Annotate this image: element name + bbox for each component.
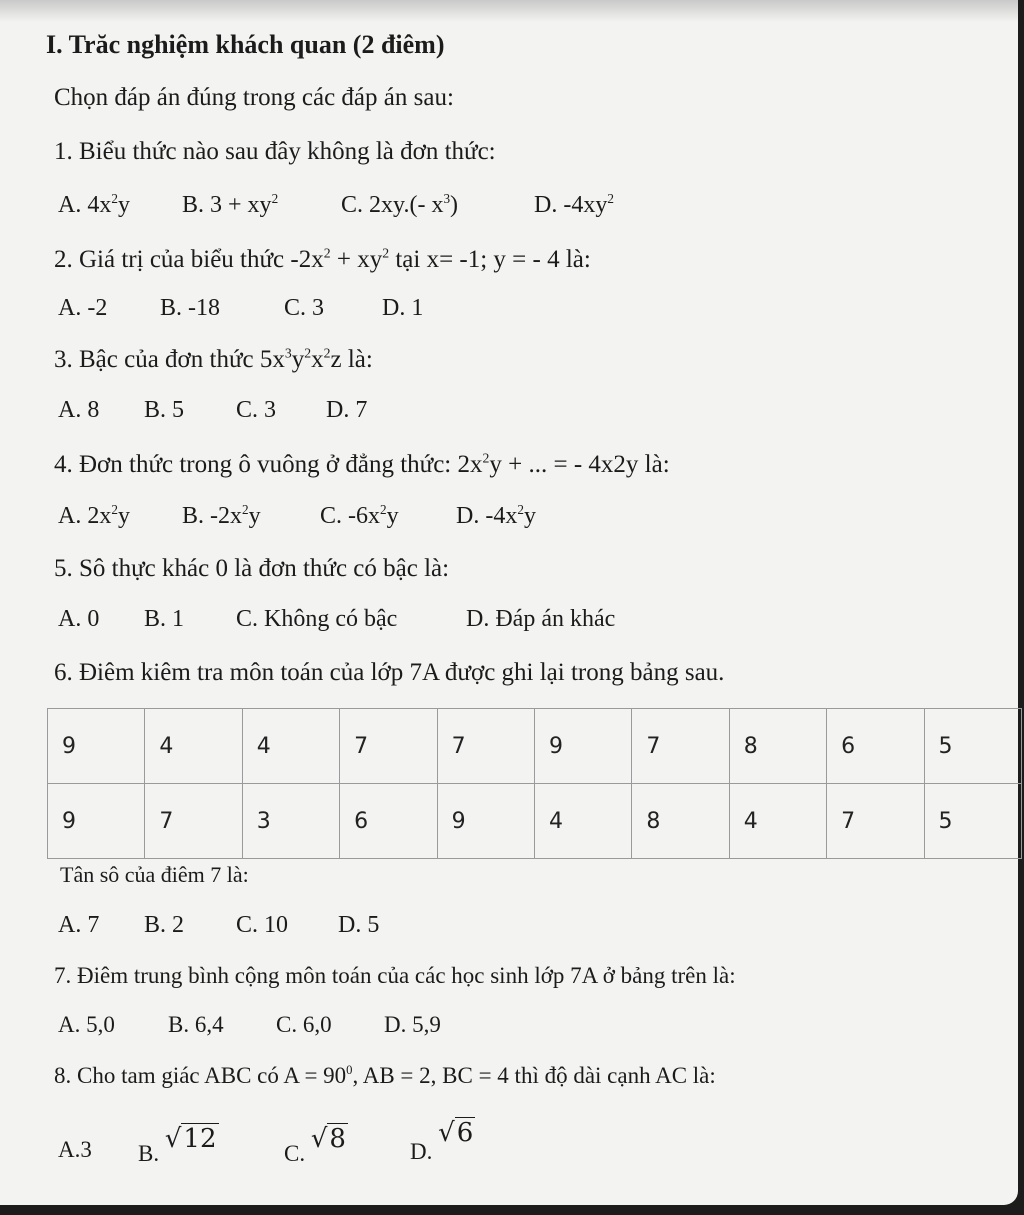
q8-option-c[interactable]	[284, 1124, 348, 1166]
instruction-text: Chọn đáp án đúng trong các đáp án sau:	[54, 84, 454, 111]
q4-c-exp: 2	[380, 501, 387, 517]
q3-exp2: 2	[304, 345, 312, 361]
q3-question-start: 3. Bậc của đơn thức 5x	[54, 346, 285, 373]
q4-d-exp: 2	[517, 501, 524, 517]
q7-option-c[interactable]: C. 6,0	[276, 1012, 332, 1037]
q8-c-label: C.	[284, 1141, 306, 1166]
q4-b-tail: y	[248, 503, 261, 529]
q3-option-c[interactable]: C. 3	[236, 397, 277, 423]
q6-sub-question: Tân sô của điêm 7 là:	[60, 862, 249, 887]
q4-c-value: -6x	[348, 503, 381, 529]
q4-b-label: B.	[182, 503, 205, 529]
q4-a-tail: y	[117, 503, 130, 529]
top-edge-shadow	[0, 0, 1018, 22]
q7-option-d[interactable]: D. 5,9	[384, 1012, 441, 1037]
q4-option-a[interactable]	[58, 503, 130, 530]
q8-d-label: D.	[410, 1139, 433, 1164]
q4-d-tail: y	[523, 503, 536, 529]
q6-option-c[interactable]: C. 10	[236, 912, 289, 938]
q4-question-start: 4. Đơn thức trong ô vuông ở đẳng thức: 2x	[54, 451, 483, 478]
q2-question-mid: + xy	[330, 246, 383, 273]
table-cell: 3	[242, 784, 339, 859]
q1-a-exp: 2	[111, 190, 118, 206]
q1-b-value: 3 + xy	[210, 192, 272, 218]
q8-question	[54, 1063, 716, 1089]
q2-option-b[interactable]: B. -18	[160, 295, 220, 321]
q8-option-a[interactable]: A.3	[58, 1137, 92, 1162]
q6-question: 6. Điêm kiêm tra môn toán của lớp 7A được ghi lại trong bảng sau.	[54, 659, 725, 686]
q7-option-b[interactable]: B. 6,4	[168, 1012, 224, 1037]
q5-question: 5. Sô thực khác 0 là đơn thức có bậc là:	[54, 555, 450, 582]
q1-a-value: 4x	[87, 192, 112, 218]
q1-d-value: -4xy	[563, 192, 608, 218]
table-cell: 9	[437, 784, 534, 859]
q2-question-start: 2. Giá trị của biểu thức -2x	[54, 246, 324, 273]
q1-option-c[interactable]	[341, 192, 458, 219]
q3-question	[54, 346, 373, 374]
q8-question-end: , AB = 2, BC = 4 thì độ dài cạnh AC là:	[352, 1063, 716, 1088]
q8-c-radicand: 8	[329, 1124, 346, 1154]
q3-option-b[interactable]: B. 5	[144, 397, 185, 423]
q1-a-tail: y	[117, 192, 130, 218]
q1-a-label: A.	[58, 192, 82, 218]
q4-option-b[interactable]	[182, 503, 261, 530]
table-cell: 9	[48, 784, 145, 859]
q4-c-label: C.	[320, 503, 343, 529]
table-cell: 7	[340, 709, 437, 784]
sqrt-symbol: √8	[310, 1124, 346, 1154]
q2-option-a[interactable]: A. -2	[58, 295, 108, 321]
q1-c-label: C.	[341, 192, 364, 218]
sqrt-symbol: √12	[164, 1124, 217, 1154]
q1-option-a[interactable]	[58, 192, 130, 219]
q4-d-label: D.	[456, 503, 480, 529]
q2-option-d[interactable]: D. 1	[382, 295, 424, 321]
table-cell: 4	[534, 784, 631, 859]
q4-a-exp: 2	[111, 501, 118, 517]
q7-option-a[interactable]: A. 5,0	[58, 1012, 115, 1037]
q2-question-end: tại x= -1; y = - 4 là:	[389, 246, 591, 273]
table-cell: 5	[924, 709, 1021, 784]
table-cell: 6	[340, 784, 437, 859]
table-cell: 9	[534, 709, 631, 784]
q1-option-d[interactable]	[534, 192, 614, 219]
q5-option-d[interactable]: D. Đáp án khác	[466, 606, 616, 632]
table-cell: 9	[48, 709, 145, 784]
table-row	[48, 784, 1022, 859]
q2-option-c[interactable]: C. 3	[284, 295, 325, 321]
table-cell: 4	[145, 709, 242, 784]
q4-a-value: 2x	[87, 503, 112, 529]
table-cell: 6	[827, 709, 924, 784]
q7-question: 7. Điêm trung bình cộng môn toán của các học sinh lớp 7A ở bảng trên là:	[54, 963, 736, 988]
q6-option-a[interactable]: A. 7	[58, 912, 100, 938]
table-row	[48, 709, 1022, 784]
q4-question-end: y + ... = - 4x2y là:	[489, 451, 670, 478]
table-cell: 4	[242, 709, 339, 784]
q6-option-d[interactable]: D. 5	[338, 912, 380, 938]
q1-d-label: D.	[534, 192, 558, 218]
table-cell: 5	[924, 784, 1021, 859]
q8-b-radicand: 12	[183, 1124, 217, 1154]
q1-c-tail: )	[450, 192, 459, 218]
q1-question: 1. Biểu thức nào sau đây không là đơn thức:	[54, 138, 496, 165]
q5-option-c[interactable]: C. Không có bậc	[236, 606, 398, 632]
q4-exp: 2	[482, 450, 490, 466]
q1-b-exp: 2	[271, 190, 279, 206]
q8-b-label: B.	[138, 1141, 160, 1166]
table-cell: 8	[632, 784, 729, 859]
q4-b-exp: 2	[242, 501, 249, 517]
q3-part2: y	[291, 346, 305, 373]
table-cell: 8	[729, 709, 826, 784]
q1-b-label: B.	[182, 192, 205, 218]
q3-exp3: 2	[323, 345, 331, 361]
section-title: I. Trăc nghiệm khách quan (2 điêm)	[46, 30, 445, 59]
sqrt-symbol: √6	[438, 1118, 474, 1148]
q4-question	[54, 451, 670, 479]
q3-part3: x	[311, 346, 324, 373]
q8-option-d[interactable]	[410, 1118, 475, 1164]
q5-option-b[interactable]: B. 1	[144, 606, 185, 632]
q4-option-c[interactable]	[320, 503, 399, 530]
q3-question-end: z là:	[330, 346, 373, 373]
q3-option-a[interactable]: A. 8	[58, 397, 100, 423]
q4-c-tail: y	[386, 503, 399, 529]
q1-d-exp: 2	[607, 190, 614, 206]
q4-a-label: A.	[58, 503, 82, 529]
q2-exp2: 2	[382, 245, 390, 261]
q4-option-d[interactable]	[456, 503, 536, 530]
q8-option-b[interactable]	[138, 1124, 219, 1166]
table-cell: 7	[632, 709, 729, 784]
score-table	[47, 708, 1022, 859]
q5-option-a[interactable]: A. 0	[58, 606, 100, 632]
q6-option-b[interactable]: B. 2	[144, 912, 185, 938]
table-cell: 7	[145, 784, 242, 859]
q8-question-start: 8. Cho tam giác ABC có A = 90	[54, 1063, 347, 1088]
q2-question	[54, 246, 591, 274]
q8-d-radicand: 6	[456, 1118, 474, 1148]
q3-exp1: 3	[284, 345, 292, 361]
q2-exp1: 2	[323, 245, 331, 261]
table-cell: 4	[729, 784, 826, 859]
q8-degree: 0	[346, 1063, 353, 1078]
q4-b-value: -2x	[210, 503, 243, 529]
table-cell: 7	[827, 784, 924, 859]
q1-c-value: 2xy.(- x	[369, 192, 444, 218]
q3-option-d[interactable]: D. 7	[326, 397, 368, 423]
q1-option-b[interactable]	[182, 192, 278, 219]
q4-d-value: -4x	[485, 503, 518, 529]
table-cell: 7	[437, 709, 534, 784]
q1-c-exp: 3	[443, 190, 451, 206]
